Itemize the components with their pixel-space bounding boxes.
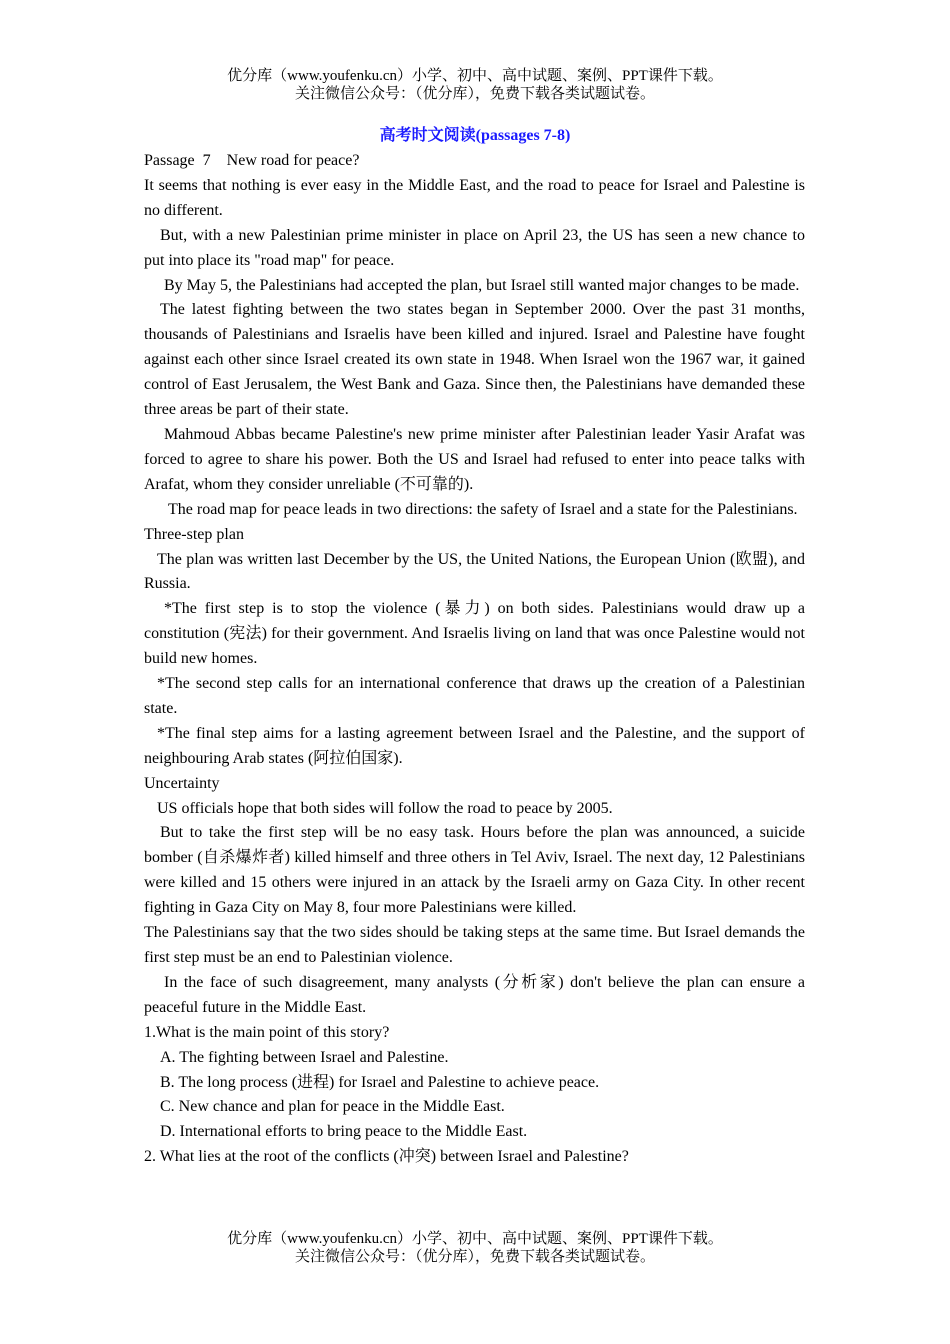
paragraph-7: The plan was written last December by the US, the United Nations, the European Union (欧盟), and Russia. [144, 550, 805, 593]
paragraph-9: *The second step calls for an international conference that draws up the creation of a Palestinian state. [144, 675, 805, 717]
paragraph-13: The Palestinians say that the two sides should be taking steps at the same time. But Israel demands the first step must be an end to Palestinian violence. [144, 924, 805, 966]
footer-line-2: 关注微信公众号：（优分库），免费下载各类试题试卷。 [294, 1249, 655, 1265]
paragraph-6: The road map for peace leads in two directions: the safety of Israel and a state for the Palestinians. [168, 500, 798, 518]
subheading-uncertainty: Uncertainty [144, 774, 220, 792]
document-title: 高考时文阅读(passages 7-8) [379, 127, 571, 144]
paragraph-2: But, with a new Palestinian prime minister in place on April 23, the US has seen a new chance to put into place its "road map" for peace. [144, 226, 805, 269]
paragraph-8: *The first step is to stop the violence (暴力) on both sides. Palestinians would draw up a constitution (宪法) for their government. And Israelis living on land that was once Palestine would not build new homes. [144, 600, 805, 668]
paragraph-10: *The final step aims for a lasting agreement between Israel and the Palestine, and the support of neighbouring Arab states (阿拉伯国家). [144, 724, 805, 767]
paragraph-5: Mahmoud Abbas became Palestine's new prime minister after Palestinian leader Yasir Arafat was forced to agree to share his power. Both the US and Israel had refused to enter into peace talks with Arafat, whom they consider unreliable (不可靠的). [144, 425, 805, 493]
document-body [144, 149, 805, 1170]
question-1: 1.What is the main point of this story? [144, 1023, 390, 1041]
page-header [0, 67, 950, 103]
subheading-three-step-plan: Three-step plan [144, 525, 244, 543]
paragraph-1: It seems that nothing is ever easy in the Middle East, and the road to peace for Israel and Palestine is no different. [144, 176, 805, 219]
header-line-2: 关注微信公众号：（优分库），免费下载各类试题试卷。 [294, 86, 655, 102]
page-footer [0, 1230, 950, 1266]
question-1-option-a: A. The fighting between Israel and Palestine. [160, 1048, 449, 1066]
question-1-option-c: C. New chance and plan for peace in the Middle East. [160, 1098, 505, 1116]
paragraph-12: But to take the first step will be no easy task. Hours before the plan was announced, a suicide bomber (自杀爆炸者) killed himself and three others in Tel Aviv, Israel. The next day, 12 Palestinians were killed and 15 others were injured in an attack by the Israeli army on Gaza City. In other recent fighting in Gaza City on May 8, four more Palestinians were killed. [144, 824, 805, 917]
paragraph-3: By May 5, the Palestinians had accepted the plan, but Israel still wanted major changes to be made. [164, 276, 800, 294]
paragraph-4: The latest fighting between the two states began in September 2000. Over the past 31 months, thousands of Palestinians and Israelis have been killed and injured. Israel and Palestine have fought against each other since Israel created its own state in 1948. When Israel won the 1967 war, it gained control of East Jerusalem, the West Bank and Gaza. Since then, the Palestinians have demanded these three areas be part of their state. [144, 301, 805, 419]
question-1-option-b: B. The long process (进程) for Israel and Palestine to achieve peace. [160, 1073, 600, 1091]
footer-line-1: 优分库（www.youfenku.cn）小学、初中、高中试题、案例、PPT课件下载。 [227, 1231, 723, 1247]
paragraph-14: In the face of such disagreement, many analysts (分析家) don't believe the plan can ensure a peaceful future in the Middle East. [144, 973, 805, 1016]
question-1-option-d: D. International efforts to bring peace to the Middle East. [160, 1123, 528, 1141]
passage-heading: Passage 7 New road for peace? [144, 152, 360, 169]
paragraph-11: US officials hope that both sides will follow the road to peace by 2005. [157, 799, 613, 817]
question-2: 2. What lies at the root of the conflicts (冲突) between Israel and Palestine? [144, 1148, 629, 1166]
header-line-1: 优分库（www.youfenku.cn）小学、初中、高中试题、案例、PPT课件下载。 [227, 68, 723, 84]
